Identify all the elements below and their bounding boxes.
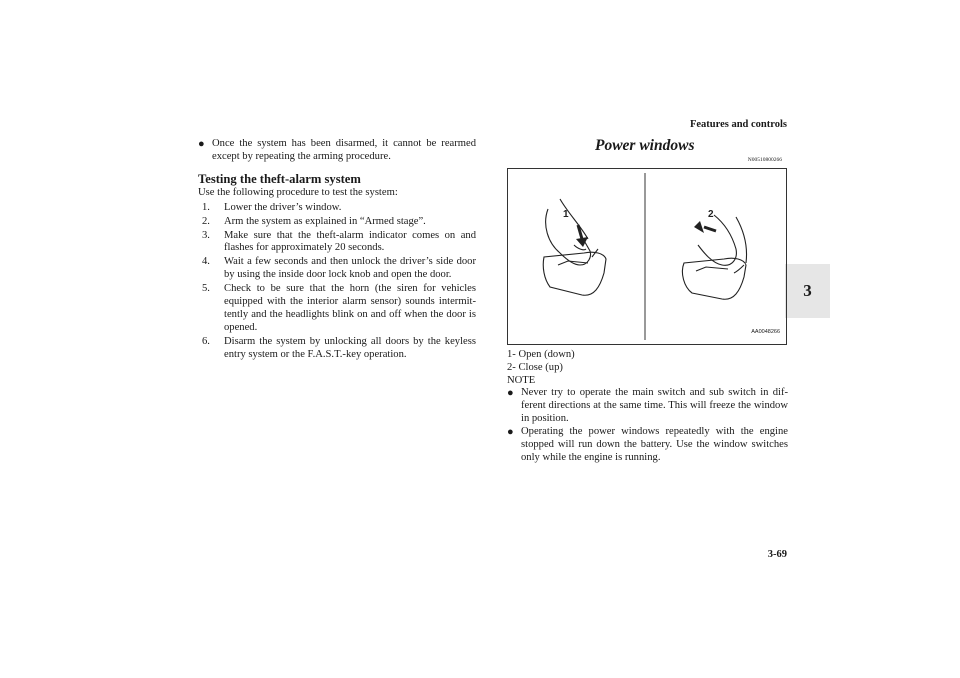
switch-housing (682, 258, 746, 299)
note-text: Never try to operate the main switch and sub switch in dif-ferent directions at the same time. This will freeze the window in position. (521, 387, 788, 424)
bullet-text: Once the system has been disarmed, it cannot be rearmed except by repeating the arming procedure. (212, 138, 476, 162)
step-number: 5. (202, 283, 210, 295)
caption-close: 2- Close (up) (507, 361, 563, 373)
step-text: Disarm the system by unlocking all doors by the keyless entry system or the F.A.S.T.-key operation. (224, 335, 476, 360)
figure-label-1: 1 (563, 209, 569, 220)
step-text: Check to be sure that the horn (the siren for vehicles equipped with the interior alarm sensor) sounds intermit-tently and the headlights blink on and off when the door is opened. (224, 283, 476, 333)
step-item (198, 283, 476, 335)
figure-captions (507, 349, 788, 374)
section-heading: Testing the theft-alarm system (198, 171, 361, 186)
page-number: 3-69 (767, 549, 787, 560)
caption-open: 1- Open (down) (507, 349, 575, 360)
step-number: 3. (202, 229, 210, 241)
step-item (198, 336, 476, 362)
note-label: NOTE (507, 375, 536, 386)
step-text: Arm the system as explained in “Armed stage”. (224, 215, 426, 227)
switch-housing (543, 252, 606, 295)
steps-list (198, 202, 476, 362)
power-window-illustration (507, 168, 787, 345)
step-number: 1. (202, 201, 210, 213)
step-item (198, 256, 476, 282)
step-item (198, 202, 476, 215)
running-header: Features and controls (689, 119, 787, 130)
left-column (198, 138, 476, 363)
step-item (198, 216, 476, 229)
chapter-tab: 3 (785, 264, 830, 318)
step-number: 2. (202, 215, 210, 227)
bullet-icon: ● (198, 138, 205, 150)
step-text: Wait a few seconds and then unlock the driver’s side door by using the inside door lock knob and open the door. (224, 256, 476, 281)
right-column (507, 136, 788, 464)
bullet-icon: ● (507, 425, 514, 438)
note-item (507, 426, 788, 465)
switch-diagram (508, 169, 786, 344)
bullet-icon: ● (507, 387, 514, 399)
section-title: Power windows (595, 137, 695, 154)
step-item (198, 230, 476, 256)
note-text: Operating the power windows repeatedly with the engine stopped will run down the battery. Use the window switches only while the engine is running. (521, 425, 788, 463)
figure-code: AA0048266 (751, 329, 780, 336)
reference-code: N00510800266 (747, 157, 782, 163)
bullet-item (198, 138, 476, 164)
arrow-up-icon (694, 221, 716, 233)
step-number: 6. (202, 335, 210, 347)
note-item (507, 387, 788, 426)
step-text: Make sure that the theft-alarm indicator comes on and flashes for approximately 20 seconds. (224, 229, 476, 254)
open-down-panel (543, 199, 606, 295)
step-text: Lower the driver’s window. (224, 201, 342, 213)
intro-text: Use the following procedure to test the system: (198, 186, 398, 198)
step-number: 4. (202, 256, 210, 268)
figure-label-2: 2 (708, 209, 714, 220)
close-up-panel (682, 215, 746, 299)
